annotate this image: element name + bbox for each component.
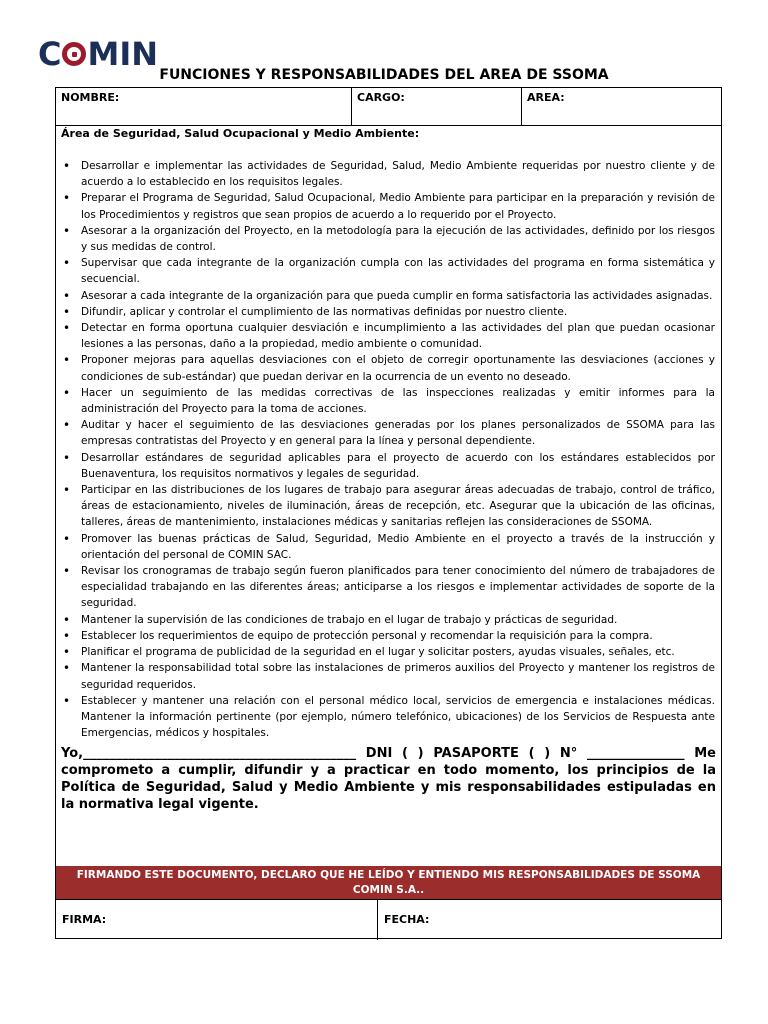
duties-list <box>56 158 721 741</box>
firma-field[interactable]: FIRMA: <box>56 900 378 940</box>
duty-item: • Proponer mejoras para aquellas desviaciones con el objeto de corregir oportunamente las desviaciones (acciones y condiciones de sub-estándar) que puedan derivar en la ocurrencia de un evento no deseado. <box>60 352 715 384</box>
banner-line-1: FIRMANDO ESTE DOCUMENTO, DECLARO QUE HE LEÍDO Y ENTIENDO MIS RESPONSABILIDADES DE SSOMA <box>76 869 701 881</box>
duty-item: • Detectar en forma oportuna cualquier desviación e incumplimiento a las actividades del plan que puedan ocasionar lesiones a las personas, daño a la propiedad, medio ambiente o comunidad. <box>60 320 715 352</box>
nombre-field[interactable]: NOMBRE: <box>56 88 352 125</box>
duty-item: • Revisar los cronogramas de trabajo según fueron planificados para tener conocimiento del número de trabajadores de especialidad trabajando en las diferentes áreas; anticiparse a los riesgos e implementar actividades de soporte de la seguridad. <box>60 563 715 612</box>
banner-line-2: COMIN S.A.. <box>352 884 425 896</box>
duty-item: • Promover las buenas prácticas de Salud, Seguridad, Medio Ambiente en el proyecto a través de la instrucción y orientación del personal de COMIN SAC. <box>60 531 715 563</box>
duty-item: • Asesorar a la organización del Proyecto, en la metodología para la ejecución de las actividades, definido por los riesgos y sus medidas de control. <box>60 223 715 255</box>
signature-row <box>56 899 721 940</box>
cargo-field[interactable]: CARGO: <box>352 88 522 125</box>
duty-item: • Asesorar a cada integrante de la organización para que pueda cumplir en forma satisfactoria las actividades asignadas. <box>60 288 715 304</box>
duty-item: • Establecer y mantener una relación con el personal médico local, servicios de emergencia e instalaciones médicas. Mantener la información pertinente (por ejemplo, número telefónico, ubicaciones) de los Servicios de Respuesta ante Emergencias, médicos y hospitales. <box>60 693 715 742</box>
duty-item: • Preparar el Programa de Seguridad, Salud Ocupacional, Medio Ambiente para participar en la preparación y revisión de los Procedimientos y registros que sean propios de acuerdo a lo requerido por el Proyecto. <box>60 190 715 222</box>
area-field[interactable]: AREA: <box>527 91 565 104</box>
duty-item: • Desarrollar e implementar las actividades de Seguridad, Salud, Medio Ambiente requeridas por nuestro cliente y de acuerdo a lo establecido en los requisitos legales. <box>60 158 715 190</box>
logo-text-c: C <box>38 35 62 73</box>
logo-text-min: MIN <box>87 35 159 73</box>
area-heading: Área de Seguridad, Salud Ocupacional y Medio Ambiente: <box>61 127 420 140</box>
duty-item: • Participar en las distribuciones de los lugares de trabajo para asegurar áreas adecuadas de trabajo, control de tráfico, áreas de estacionamiento, niveles de iluminación, áreas de recepción, etc. Asegurar que la ubicación de las oficinas, talleres, áreas de mantenimiento, instalaciones médicas y sanitarias reflejen las consideraciones de SSOMA. <box>60 482 715 531</box>
duty-item: • Desarrollar estándares de seguridad aplicables para el proyecto de acuerdo con los estándares establecidos por Buenaventura, los requisitos normativos y legales de seguridad. <box>60 450 715 482</box>
duty-item: • Establecer los requerimientos de equipo de protección personal y recomendar la requisición para la compra. <box>60 628 715 644</box>
fecha-field[interactable]: FECHA: <box>384 913 430 926</box>
header-row <box>56 88 721 126</box>
duty-item: • Supervisar que cada integrante de la organización cumpla con las actividades del programa en forma sistemática y secuencial. <box>60 255 715 287</box>
duty-item: • Difundir, aplicar y controlar el cumplimiento de las normativas definidas por nuestro cliente. <box>60 304 715 320</box>
logo-o-mark-icon <box>62 42 86 66</box>
duty-item: • Mantener la supervisión de las condiciones de trabajo en el lugar de trabajo y prácticas de seguridad. <box>60 612 715 628</box>
duty-item: • Mantener la responsabilidad total sobre las instalaciones de primeros auxilios del Proyecto y mantener los registros de seguridad requeridos. <box>60 660 715 692</box>
duty-item: • Hacer un seguimiento de las medidas correctivas de las inspecciones realizadas y emitir informes para la administración del Proyecto para la toma de acciones. <box>60 385 715 417</box>
document-title: FUNCIONES Y RESPONSABILIDADES DEL AREA DE SSOMA <box>159 67 609 83</box>
declaration-banner <box>56 866 721 899</box>
duty-item: • Planificar el programa de publicidad de la seguridad en el lugar y solicitar posters, ayudas visuales, señales, etc. <box>60 644 715 660</box>
commitment-statement: Yo,__________________________________________ DNI ( ) PASAPORTE ( ) N° _______________ Me comprometo a cumplir, difundir y a practicar en todo momento, los principios de la Política de Seguridad, Salud y Medio Ambiente y mis responsabilidades estipuladas en la normativa legal vigente. <box>61 746 716 813</box>
responsibilities-form <box>55 87 722 939</box>
duty-item: • Auditar y hacer el seguimiento de las desviaciones generadas por los planes personalizados de SSOMA para las empresas contratistas del Proyecto y en general para la línea y personal dependiente. <box>60 417 715 449</box>
